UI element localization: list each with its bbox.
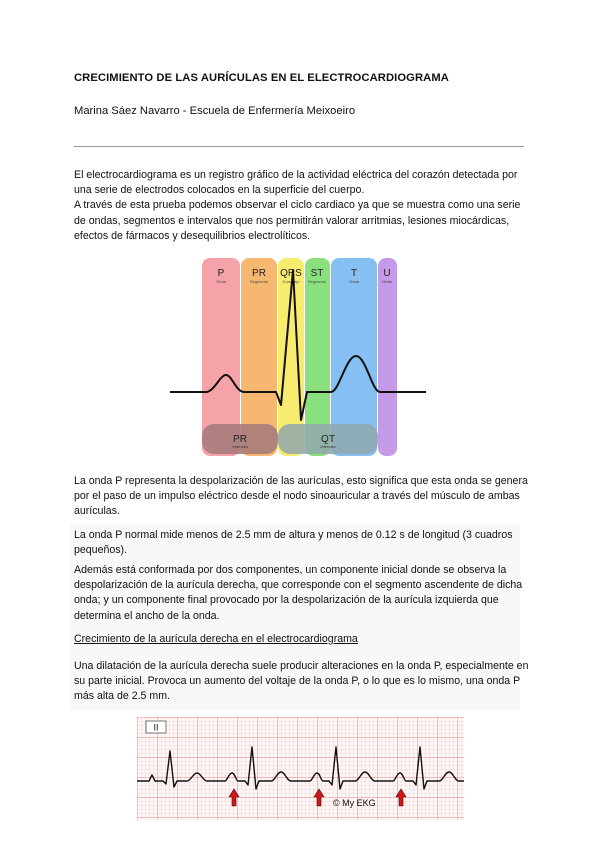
ecg-waves-diagram bbox=[168, 256, 434, 456]
band-u bbox=[378, 258, 397, 456]
ecg-strip-image bbox=[137, 717, 464, 820]
band-pr-label: PR bbox=[252, 268, 266, 279]
band-st-label: ST bbox=[310, 268, 324, 279]
intro-line-1: El electrocardiograma es un registro gráfico de la actividad eléctrica del corazón detectada por una serie de electrodos colocados en la superficie del cuerpo. bbox=[74, 169, 518, 197]
p-wave-components-paragraph: Además está conformada por dos componentes, un componente inicial donde se observa la despolarización de la aurícula derecha, que corresponde con el segmento ascendente de dicha onda; y un componente final provocado por la despolarización de la aurícula izquierda que determina el ancho de la onda. bbox=[74, 564, 523, 622]
band-p-label: P bbox=[217, 268, 225, 279]
section-heading: Crecimiento de la aurícula derecha en el electrocardiograma bbox=[74, 633, 358, 645]
band-u-sublabel: Onda bbox=[382, 279, 392, 284]
band-qrs-label: QRS bbox=[280, 268, 302, 279]
interval-pr-label: PR bbox=[233, 434, 247, 445]
lead-label: II bbox=[153, 722, 159, 733]
interval-pr-sublabel: Intervalo bbox=[232, 444, 248, 449]
author-line: Marina Sáez Navarro - Escuela de Enfermería Meixoeiro bbox=[74, 105, 356, 117]
right-atrium-paragraph: Una dilatación de la aurícula derecha suele producir alteraciones en la onda P, especialmente en su parte inicial. Provoca un aumento del voltaje de la onda P, o lo que es lo mismo, una onda P más alta de 2.5 mm. bbox=[74, 660, 529, 703]
band-p-sublabel: Onda bbox=[216, 279, 226, 284]
interval-qt-label: QT bbox=[321, 434, 335, 445]
document-title: CRECIMIENTO DE LAS AURÍCULAS EN EL ELECTROCARDIOGRAMA bbox=[74, 72, 449, 84]
band-u-label: U bbox=[383, 268, 391, 279]
band-qrs-sublabel: Complejo bbox=[282, 279, 300, 284]
p-wave-paragraph: La onda P representa la despolarización de las aurículas, esto significa que esta onda se genera por el paso de un impulso eléctrico desde el nodo sinoauricular a través del músculo de ambas aurículas. bbox=[74, 475, 528, 518]
watermark: © My EKG bbox=[333, 798, 376, 808]
ecg-grid bbox=[137, 717, 464, 820]
band-t-label: T bbox=[350, 268, 358, 279]
divider bbox=[74, 146, 524, 147]
p-wave-normal-paragraph: La onda P normal mide menos de 2.5 mm de altura y menos de 0.12 s de longitud (3 cuadros pequeños). bbox=[74, 529, 513, 557]
band-t-sublabel: Onda bbox=[349, 279, 359, 284]
intro-paragraph bbox=[74, 168, 530, 244]
band-st-sublabel: Segmento bbox=[307, 279, 327, 284]
band-pr-sublabel: Segmento bbox=[249, 279, 269, 284]
interval-qt-sublabel: Intervalo bbox=[320, 444, 336, 449]
intro-line-2: A través de esta prueba podemos observar el ciclo cardiaco ya que se muestra como una serie de ondas, segmentos e intervalos que nos permitirán valorar arritmias, lesiones miocárdicas, efectos de fármacos y desequilibrios electrolíticos. bbox=[74, 199, 521, 242]
